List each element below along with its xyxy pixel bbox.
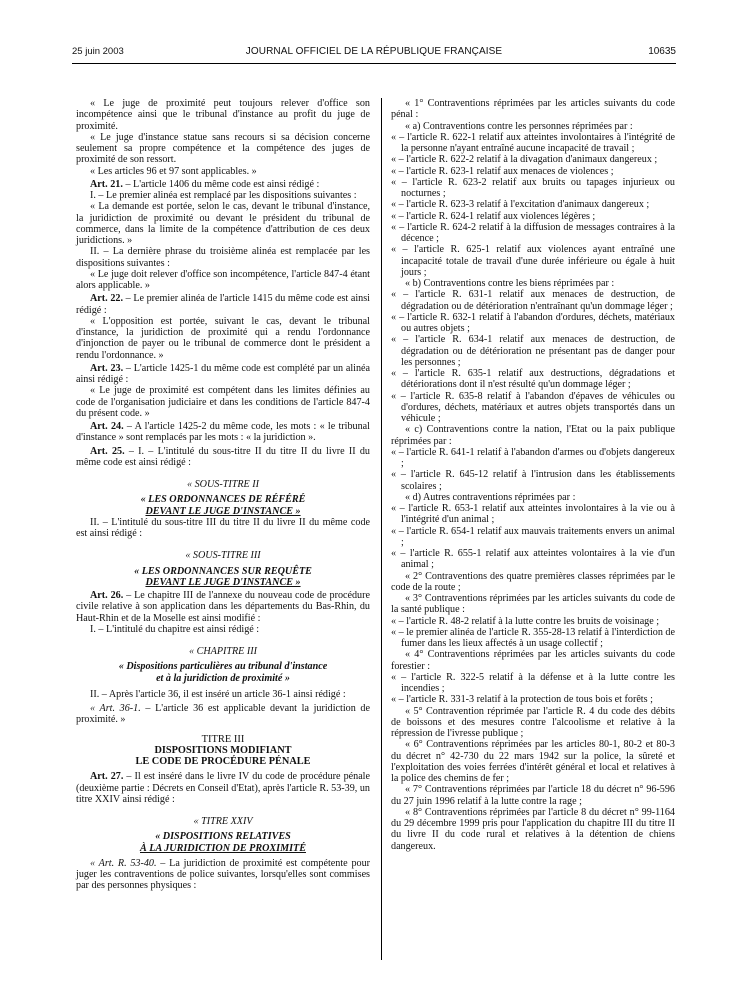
header-rule	[72, 63, 676, 64]
article-label: Art. 22.	[90, 293, 123, 305]
paragraph: « La demande est portée, selon le cas, devant le tribunal d'instance, la juridiction de proximité ou devant le président du tribunal de commerce, dans la limite de la compétence d'attribution de ces deux juridictions. »	[76, 201, 370, 246]
list-item: « – l'article R. 631-1 relatif aux menaces de destruction, de dégradation ou de détérioration n'entraînant qu'un dommage léger ;	[391, 289, 675, 312]
paragraph: « 5° Contravention réprimée par l'article R. 4 du code des débits de boissons et des mesures contre l'alcoolisme et relative à la répression de l'ivresse publique ;	[391, 705, 675, 739]
paragraph: « Le juge doit relever d'office son incompétence, l'article 847-4 étant alors applicable. »	[76, 268, 370, 291]
list-item: « – l'article R. 622-1 relatif aux atteintes involontaires à l'intégrité de la personne n'ayant entraîné aucune incapacité de travail ;	[391, 131, 675, 154]
article-text: – L'article 36 est applicable devant la juridiction de proximité. »	[76, 703, 370, 726]
list-item: « – l'article R. 623-1 relatif aux menaces de violences ;	[391, 165, 614, 177]
paragraph: « 6° Contraventions réprimées par les articles 80-1, 80-2 et 80-3 du décret n° 42-730 du 22 mars 1942 sur la police, la sûreté et l'exploitation des voies ferrées d'intérêt général et local et relatives à la police des chemins de fer ;	[391, 739, 675, 784]
list-item: « – l'article R. 632-1 relatif à l'abandon d'ordures, déchets, matériaux ou autres objets ;	[391, 311, 675, 334]
subtitle-title: DEVANT LE JUGE D'INSTANCE »	[145, 576, 301, 588]
article-text: – I. – L'intitulé du sous-titre II du titre II du livre II du même code est ainsi rédigé :	[76, 445, 370, 468]
list-item: « – l'article R. 635-8 relatif à l'abandon d'épaves de véhicules ou d'ordures, déchets, matériaux et autres objets transportés dans un véhicule ;	[391, 390, 675, 424]
article-label: « Art. R. 53-40.	[90, 857, 157, 869]
subtitle-title: « LES ORDONNANCES DE RÉFÉRÉ	[140, 494, 306, 506]
paragraph: « 2° Contraventions des quatre premières classes réprimées par le code de la route ;	[391, 570, 675, 593]
list-item: « – l'article R. 634-1 relatif aux menaces de destruction, de dégradation ou de détérioration ne présentant pas de danger pour les personnes ;	[391, 334, 675, 368]
list-item: « – le premier alinéa de l'article R. 355-28-13 relatif à l'interdiction de fumer dans les lieux affectés à un usage collectif ;	[391, 626, 675, 649]
list-item: « – l'article R. 623-2 relatif aux bruits ou tapages injurieux ou nocturnes ;	[391, 176, 675, 199]
paragraph: II. – Après l'article 36, il est inséré un article 36-1 ainsi rédigé :	[90, 688, 346, 700]
paragraph: II. – La dernière phrase du troisième alinéa est remplacée par les dispositions suivantes :	[76, 246, 370, 269]
list-item: « – l'article R. 625-1 relatif aux violences ayant entraîné une incapacité totale de travail d'une durée inférieure ou égale à huit jours ;	[391, 244, 675, 278]
subtitle-title: DEVANT LE JUGE D'INSTANCE »	[145, 505, 301, 517]
paragraph: II. – L'intitulé du sous-titre III du titre II du livre II du même code est ainsi rédigé :	[76, 516, 370, 539]
list-item: « – l'article R. 622-2 relatif à la divagation d'animaux dangereux ;	[391, 154, 658, 166]
article-text: – A l'article 1425-2 du même code, les mots : « le tribunal d'instance » sont remplacés par les mots : « la juridiction ».	[76, 421, 370, 444]
paragraph: « L'opposition est portée, suivant le cas, devant le tribunal d'instance, la juridiction de proximité qui a rendu l'ordonnance d'injonction de payer ou le tribunal de commerce dont le président a rendu l'ordonnance. »	[76, 315, 370, 361]
header-page-number: 10635	[648, 46, 676, 57]
chapter-title: « Dispositions particulières au tribunal d'instance	[118, 661, 328, 673]
article-label: Art. 24.	[90, 421, 124, 432]
article-text: – L'article 1406 du même code est ainsi rédigé :	[122, 178, 320, 190]
paragraph: I. – Le premier alinéa est remplacé par les dispositions suivantes :	[90, 190, 357, 201]
article-label: Art. 21.	[90, 178, 123, 190]
paragraph: I. – L'intitulé du chapitre est ainsi rédigé :	[90, 623, 260, 635]
subtitle-heading: « SOUS-TITRE II	[187, 479, 259, 490]
article-23	[76, 363, 370, 386]
list-item: « – l'article R. 645-12 relatif à l'intrusion dans les établissements scolaires ;	[391, 469, 675, 492]
list-item: « – l'article R. 331-3 relatif à la protection de tous bois et forêts ;	[391, 694, 653, 706]
article-25	[76, 446, 370, 469]
chapter-heading: « CHAPITRE III	[188, 646, 258, 657]
header-title: JOURNAL OFFICIEL DE LA RÉPUBLIQUE FRANÇAISE	[245, 46, 503, 57]
paragraph: « Le juge de proximité peut toujours relever d'office son incompétence ainsi que le tribunal d'instance au profit du juge de proximité.	[76, 98, 370, 132]
article-27	[76, 771, 370, 805]
title-line: DISPOSITIONS MODIFIANT	[154, 744, 292, 756]
article-36-1	[76, 703, 370, 726]
article-r53-40	[76, 858, 370, 892]
article-text: – La juridiction de proximité est compétente pour juger les contraventions de police suivantes, lorsqu'elles sont commises par des personnes physiques :	[76, 857, 370, 892]
list-item: « – l'article R. 322-5 relatif à la défense et à la lutte contre les incendies ;	[391, 671, 675, 694]
title-xxiv-title: « DISPOSITIONS RELATIVES	[155, 831, 291, 843]
subtitle-heading: « SOUS-TITRE III	[185, 550, 261, 562]
article-22	[76, 293, 370, 316]
list-item: « – l'article R. 641-1 relatif à l'abandon d'armes ou d'objets dangereux ;	[391, 446, 675, 469]
paragraph: « 7° Contraventions réprimées par l'article 18 du décret n° 96-596 du 27 juin 1996 relatif à la lutte contre la rage ;	[391, 784, 675, 807]
subtitle-title: « LES ORDONNANCES SUR REQUÊTE	[134, 565, 312, 577]
paragraph: « 8° Contraventions réprimées par l'article 8 du décret n° 99-1164 du 29 décembre 1999 pris pour l'application du chapitre III du titre II du livre II du code rural et relatives à la détention de chiens dangereux.	[391, 806, 675, 852]
title-xxiv-heading: « TITRE XXIV	[193, 816, 253, 827]
page-header	[72, 46, 676, 62]
paragraph: « 3° Contraventions réprimées par les articles suivants du code de la santé publique :	[391, 593, 675, 616]
subsection-b: « b) Contraventions contre les biens réprimées par :	[405, 278, 615, 289]
list-item: « – l'article R. 48-2 relatif à la lutte contre les bruits de voisinage ;	[391, 615, 660, 627]
paragraph: « Les articles 96 et 97 sont applicables. »	[90, 165, 257, 177]
paragraph: « 4° Contraventions réprimées par les articles suivants du code forestier :	[391, 649, 675, 672]
title-heading: TITRE III	[201, 733, 245, 745]
paragraph: « Le juge d'instance statue sans recours si sa décision concerne seulement sa propre compétence et la compétence des juges de proximité de son ressort.	[76, 131, 370, 166]
article-21	[76, 179, 370, 190]
subsection-c: « c) Contraventions contre la nation, l'Etat ou la paix publique réprimées par :	[391, 424, 675, 447]
article-label: Art. 27.	[90, 771, 124, 783]
list-item: « – l'article R. 624-1 relatif aux violences légères ;	[391, 210, 596, 222]
list-item: « – l'article R. 653-1 relatif aux atteintes involontaires à la vie ou à l'intégrité d'un animal ;	[391, 503, 675, 526]
article-text: – L'article 1425-1 du même code est complété par un alinéa ainsi rédigé :	[76, 362, 370, 385]
article-label: Art. 26.	[90, 590, 124, 601]
header-date: 25 juin 2003	[72, 46, 124, 57]
article-text: – Le chapitre III de l'annexe du nouveau code de procédure civile relative à son application dans les départements du Bas-Rhin, du Haut-Rhin et de la Moselle est ainsi modifié :	[76, 590, 370, 624]
article-26	[76, 590, 370, 624]
chapter-title: et à la juridiction de proximité »	[156, 672, 290, 684]
list-item: « – l'article R. 635-1 relatif aux destructions, dégradations et détériorations dont il n'est résulté qu'un dommage léger ;	[391, 368, 675, 391]
right-column	[391, 98, 675, 852]
article-text: – Le premier alinéa de l'article 1415 du même code est ainsi rédigé :	[76, 293, 370, 316]
title-line: LE CODE DE PROCÉDURE PÉNALE	[135, 756, 311, 767]
left-column	[76, 98, 370, 892]
subsection-a: « a) Contraventions contre les personnes réprimées par :	[405, 120, 633, 132]
column-divider	[381, 98, 382, 960]
article-label: Art. 23.	[90, 362, 124, 374]
subsection-d: « d) Autres contraventions réprimées par :	[405, 491, 576, 503]
list-item: « – l'article R. 623-3 relatif à l'excitation d'animaux dangereux ;	[391, 199, 650, 211]
list-item: « – l'article R. 654-1 relatif aux mauvais traitements envers un animal ;	[391, 525, 675, 548]
paragraph: « Le juge de proximité est compétent dans les limites définies au code de l'organisation judiciaire et dans les conditions de l'article 847-4 du présent code. »	[76, 385, 370, 419]
article-label: Art. 25.	[90, 445, 125, 457]
list-item: « – l'article R. 624-2 relatif à la diffusion de messages contraires à la décence ;	[391, 221, 675, 244]
article-label: « Art. 36-1.	[90, 703, 141, 714]
title-xxiv-title: À LA JURIDICTION DE PROXIMITÉ	[140, 842, 306, 854]
article-text: – Il est inséré dans le livre IV du code de procédure pénale (deuxième partie : Décrets en Conseil d'Etat), après l'article R. 53-39, un titre XXIV ainsi rédigé :	[76, 771, 370, 805]
paragraph: « 1° Contraventions réprimées par les articles suivants du code pénal :	[391, 98, 675, 121]
article-24	[76, 421, 370, 444]
list-item: « – l'article R. 655-1 relatif aux atteintes volontaires à la vie d'un animal ;	[391, 548, 675, 571]
